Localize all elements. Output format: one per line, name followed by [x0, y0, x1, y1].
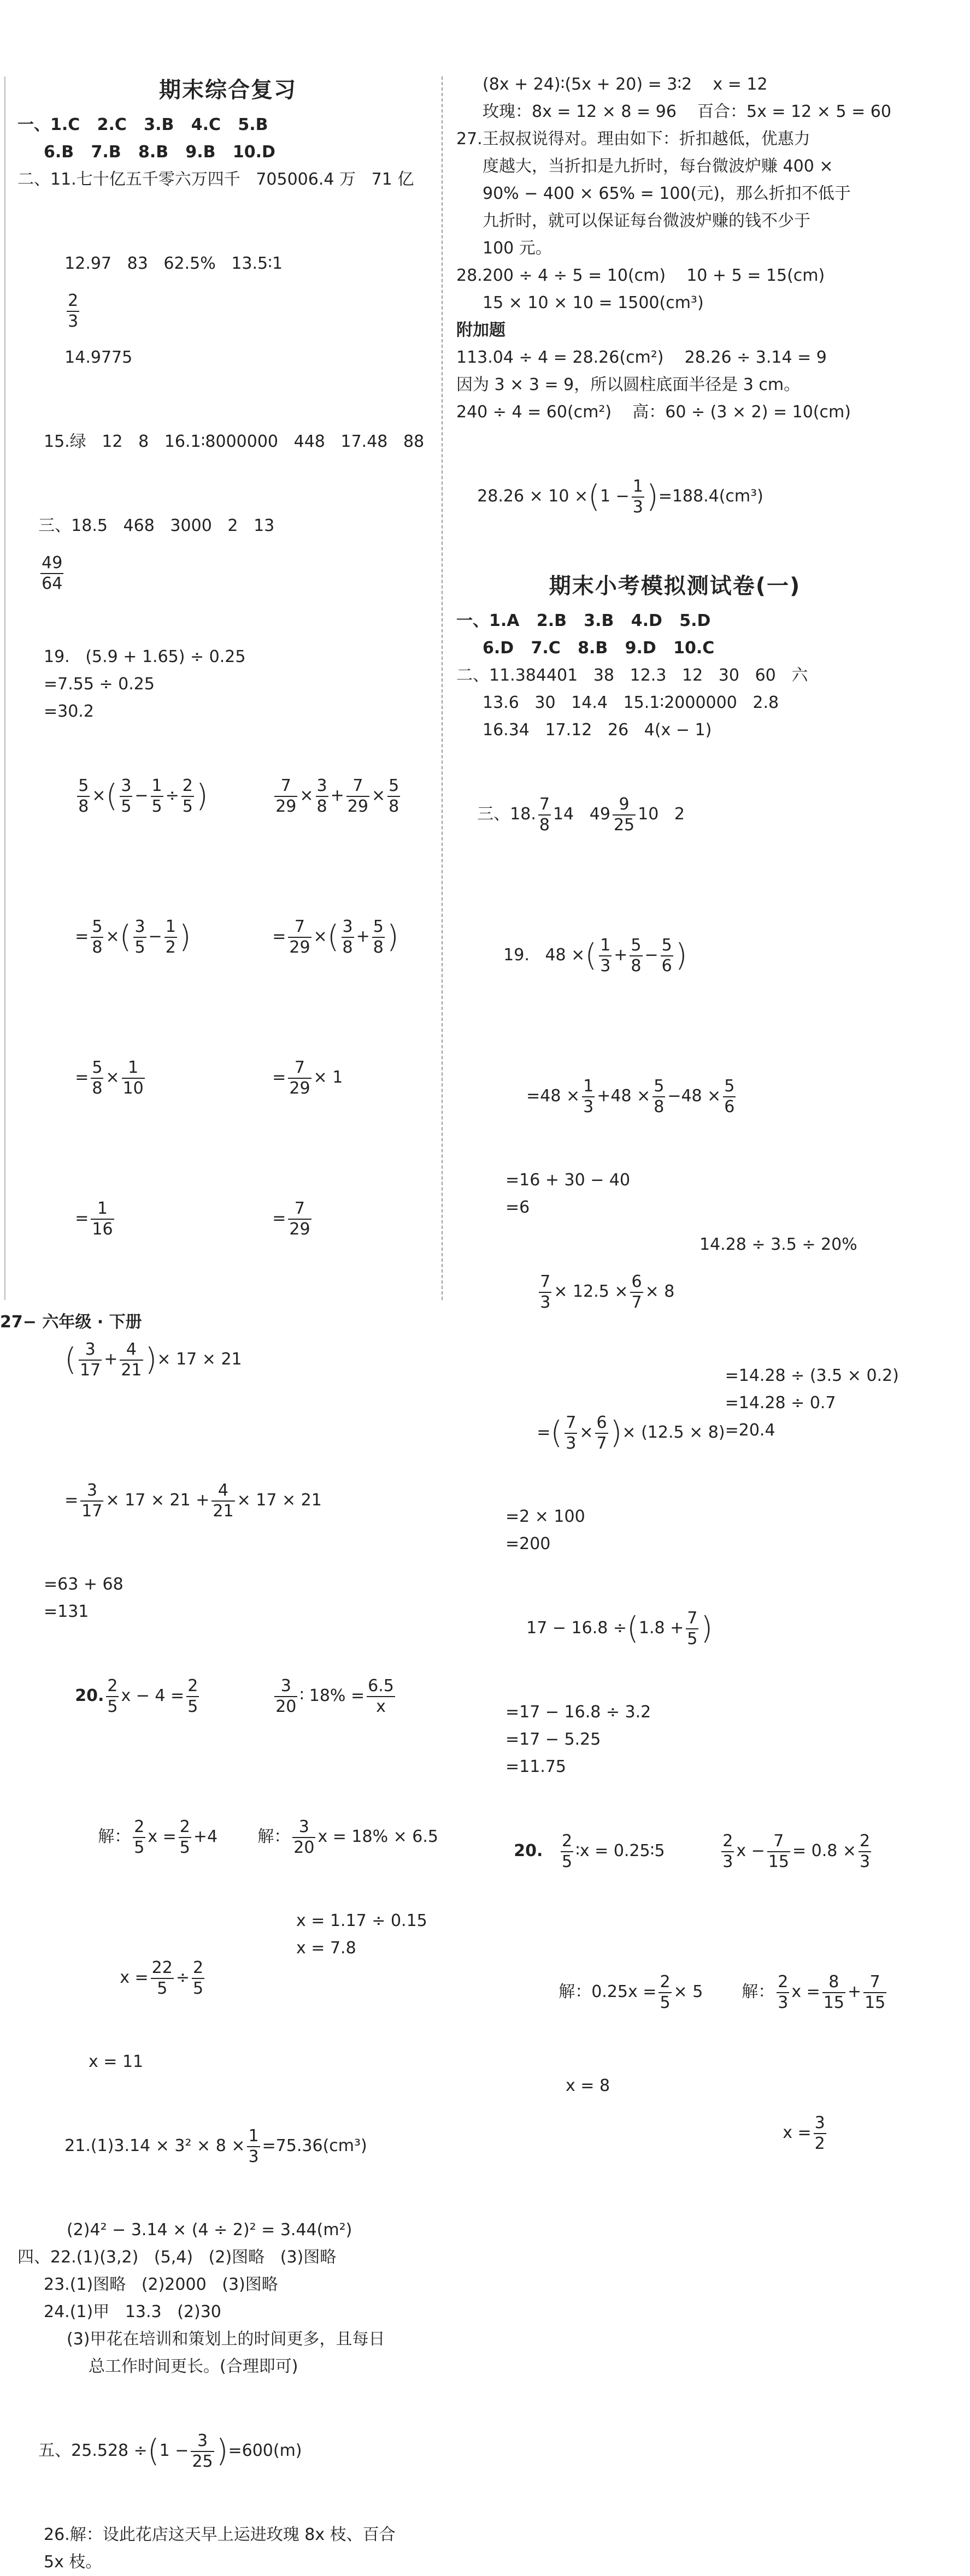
calc-line: 17 − 16.8 ÷(1.8 + $\frac{7}{5}$ ) — [526, 1608, 713, 1649]
calc-line: = $\frac{7}{29}$ ×( $\frac{3}{8}$ + $\frac{5}{8}$ ) — [272, 917, 399, 957]
calc-line: 解： $\frac{2}{5}$ x = $\frac{2}{5}$ +4 — [98, 1817, 218, 1857]
calc-line: =30.2 — [44, 702, 94, 721]
calc-line: $\frac{3}{20}$ ∶ 18% = $\frac{6.5}{x}$ — [275, 1676, 394, 1716]
calc-line: 解： $\frac{3}{20}$ x = 18% × 6.5 — [257, 1817, 438, 1857]
answer-line: 6.B 7.B 8.B 9.B 10.D — [44, 143, 275, 162]
section-title-review: 期末综合复习 — [159, 78, 297, 103]
answer-line: (3)甲花在培训和策划上的时间更多，且每日 — [67, 2330, 385, 2349]
calc-pair — [456, 1781, 893, 1922]
calc-line: =14.28 ÷ (3.5 × 0.2) — [725, 1366, 899, 1385]
calc-line: 五、25.528 ÷(1 − $\frac{3}{25}$ )=600(m) — [38, 2431, 302, 2471]
calc-pair — [17, 866, 438, 1007]
calc-line: x = 1.17 ÷ 0.15 — [296, 1911, 427, 1930]
calc-line: x = $\frac{22}{5}$ ÷ $\frac{2}{5}$ — [120, 1958, 204, 1998]
answer-line: 四、22.(1)(3,2) (5,4) (2)图略 (3)图略 — [17, 2248, 337, 2267]
calc-line: 21.(1)3.14 × 3² × 8 × $\frac{1}{3}$ =75.36(cm³) — [64, 2126, 367, 2166]
calc-line: (8x + 24)∶(5x + 20) = 3∶2 x = 12 — [483, 75, 768, 94]
calc-line: =16 + 30 − 40 — [505, 1171, 631, 1190]
calc-line: (2)4² − 3.14 × (4 ÷ 2)² = 3.44(m²) — [67, 2220, 352, 2240]
right-column — [456, 71, 899, 2203]
calc-line: =7.55 ÷ 0.25 — [44, 675, 155, 694]
answer-line: 13.6 30 14.4 15.1∶2000000 2.8 — [483, 693, 779, 712]
calc-line: =14.28 ÷ 0.7 — [725, 1393, 836, 1413]
calc-line: $\frac{5}{8}$ ×( $\frac{3}{5}$ − $\frac{1}{5}$ ÷ $\frac{2}{5}$ ) — [78, 776, 208, 816]
answer-line: 度越大，当折扣是九折时，每台微波炉赚 400 × — [483, 157, 833, 176]
calc-line: =200 — [505, 1534, 551, 1553]
calc-line: =11.75 — [505, 1757, 567, 1776]
calc-pair — [17, 1148, 438, 1289]
answer-line: 二、11.384401 38 12.3 12 30 60 六 — [456, 666, 808, 685]
calc-line: 240 ÷ 4 = 60(cm²) 高：60 ÷ (3 × 2) = 10(cm) — [456, 403, 851, 422]
calc-pair — [17, 1626, 438, 1766]
answer-line: 23.(1)图略 (2)2000 (3)图略 — [44, 2275, 278, 2294]
answer-line: 一、1.C 2.C 3.B 4.C 5.B — [17, 115, 268, 134]
answer-line: 一、1.A 2.B 3.B 4.D 5.D — [456, 611, 711, 630]
calc-line: $\frac{2}{3}$ x − $\frac{7}{15}$ = 0.8 × $\frac{2}{3}$ — [722, 1831, 871, 1871]
calc-line: 28.200 ÷ 4 ÷ 5 = 10(cm) 10 + 5 = 15(cm) — [456, 266, 825, 285]
calc-line: x = $\frac{3}{2}$ — [783, 2113, 825, 2153]
calc-pair — [456, 1922, 893, 2063]
fraction: $\frac{49}{64}$ — [42, 553, 63, 593]
calc-line: = $\frac{5}{8}$ × $\frac{1}{10}$ — [75, 1057, 144, 1098]
calc-line: 14.28 ÷ 3.5 ÷ 20% — [699, 1235, 857, 1254]
calc-line: = $\frac{3}{17}$ × 17 × 21 + $\frac{4}{21}$ × 17 × 21 — [64, 1480, 322, 1521]
calc-line: $\frac{7}{3}$ × 12.5 × $\frac{6}{7}$ × 8 — [540, 1272, 675, 1312]
calc-pair — [456, 1362, 899, 1503]
calc-line: 113.04 ÷ 4 = 28.26(cm²) 28.26 ÷ 3.14 = 9 — [456, 348, 827, 367]
calc-line: =131 — [44, 1602, 89, 1621]
column-divider — [442, 76, 443, 1300]
calc-line: =17 − 16.8 ÷ 3.2 — [505, 1703, 651, 1722]
calc-line: x = 7.8 — [296, 1939, 356, 1958]
extra-title: 附加题 — [456, 321, 505, 340]
page-footer: 27− 六年级 · 下册 — [0, 1313, 142, 1332]
calc-line: 解： $\frac{2}{3}$ x = $\frac{8}{15}$ + $\frac{7}{15}$ — [742, 1972, 886, 2012]
calc-line: 19. 48 ×( $\frac{1}{3}$ + $\frac{5}{8}$ − $\frac{5}{6}$ ) — [503, 935, 687, 976]
calc-line: =( $\frac{7}{3}$ × $\frac{6}{7}$ )× (12.5 × 8) — [537, 1413, 725, 1453]
answer-line: 27.王叔叔说得对。理由如下：折扣越低，优惠力 — [456, 129, 810, 149]
calc-line: 20. $\frac{2}{5}$ x − 4 = $\frac{2}{5}$ — [75, 1676, 198, 1716]
answer-line: 24.(1)甲 13.3 (2)30 — [44, 2302, 221, 2321]
calc-pair — [17, 1766, 438, 1907]
answer-line: 26.解：设此花店这天早上运进玫瑰 8x 枝、百合 — [44, 2525, 396, 2544]
calc-pair — [17, 1907, 438, 2048]
calc-line: x = 8 — [566, 2076, 610, 2095]
calc-line: =20.4 — [725, 1421, 775, 1440]
answer-line: 100 元。 — [483, 239, 552, 258]
calc-line: =63 + 68 — [44, 1575, 124, 1594]
calc-line: =17 − 5.25 — [505, 1730, 601, 1749]
section-title-test: 期末小考模拟测试卷(一) — [549, 574, 801, 599]
calc-line: =2 × 100 — [505, 1507, 585, 1526]
answer-line: 6.D 7.C 8.B 9.D 10.C — [483, 639, 715, 658]
calc-line: 解：0.25x = $\frac{2}{5}$ × 5 — [559, 1972, 703, 2012]
calc-line: = $\frac{1}{16}$ — [75, 1198, 113, 1239]
answer-line: 16.34 17.12 26 4(x − 1) — [483, 720, 712, 740]
calc-pair — [456, 2063, 893, 2203]
calc-line: 玫瑰：8x = 12 × 8 = 96 百合：5x = 12 × 5 = 60 — [483, 102, 891, 121]
calc-line: = $\frac{7}{29}$ × 1 — [272, 1057, 343, 1098]
answer-line: 15.绿 12 8 16.1∶8000000 448 17.48 88 — [44, 432, 425, 451]
calc-line: 28.26 × 10 ×(1 − $\frac{1}{3}$ )=188.4(cm³) — [477, 476, 763, 517]
calc-line: 15 × 10 × 10 = 1500(cm³) — [483, 293, 704, 312]
calc-line: 20. $\frac{2}{5}$ ∶x = 0.25∶5 — [514, 1831, 665, 1871]
calc-line: =48 × $\frac{1}{3}$ +48 × $\frac{5}{8}$ −48 × $\frac{5}{6}$ — [526, 1076, 735, 1116]
answer-line: 12.97 83 62.5% 13.5∶1 $\frac{2}{3}$ 14.9775 — [64, 254, 283, 367]
answer-line: 二、11.七十亿五千零六万四千 705006.4 万 71 亿 — [17, 170, 414, 189]
answer-line: 总工作时间更长。(合理即可) — [89, 2357, 298, 2376]
calc-line: ( $\frac{3}{17}$ + $\frac{4}{21}$ )× 17 × 21 — [64, 1339, 242, 1380]
calc-line: = $\frac{5}{8}$ ×( $\frac{3}{5}$ − $\frac{1}{2}$ ) — [75, 917, 191, 957]
calc-line: =6 — [505, 1198, 530, 1217]
calc-line: 因为 3 × 3 = 9，所以圆柱底面半径是 3 cm。 — [456, 375, 801, 394]
calc-line: = $\frac{7}{29}$ — [272, 1198, 310, 1239]
page-edge-line — [4, 76, 5, 1300]
answer-line: 5x 枝。 — [44, 2553, 102, 2572]
fraction: $\frac{2}{3}$ — [68, 291, 79, 331]
answer-line: 九折时，就可以保证每台微波炉赚的钱不少于 — [483, 211, 810, 231]
calc-pair — [17, 725, 438, 866]
calc-pair — [17, 1007, 438, 1148]
answer-line: 三、18.5 468 3000 2 13 $\frac{49}{64}$ — [38, 516, 275, 593]
calc-line: x = 11 — [89, 2052, 144, 2071]
answer-line: 90% − 400 × 65% = 100(元)，那么折扣不低于 — [483, 184, 851, 203]
answer-line: 三、18. $\frac{7}{8}$ 14 49 $\frac{9}{25}$ 10 2 — [477, 794, 685, 835]
calc-pair — [456, 1221, 893, 1362]
calc-line: 19. (5.9 + 1.65) ÷ 0.25 — [44, 647, 246, 666]
calc-line: $\frac{7}{29}$ × $\frac{3}{8}$ + $\frac{7}{29}$ × $\frac{5}{8}$ — [275, 776, 399, 816]
